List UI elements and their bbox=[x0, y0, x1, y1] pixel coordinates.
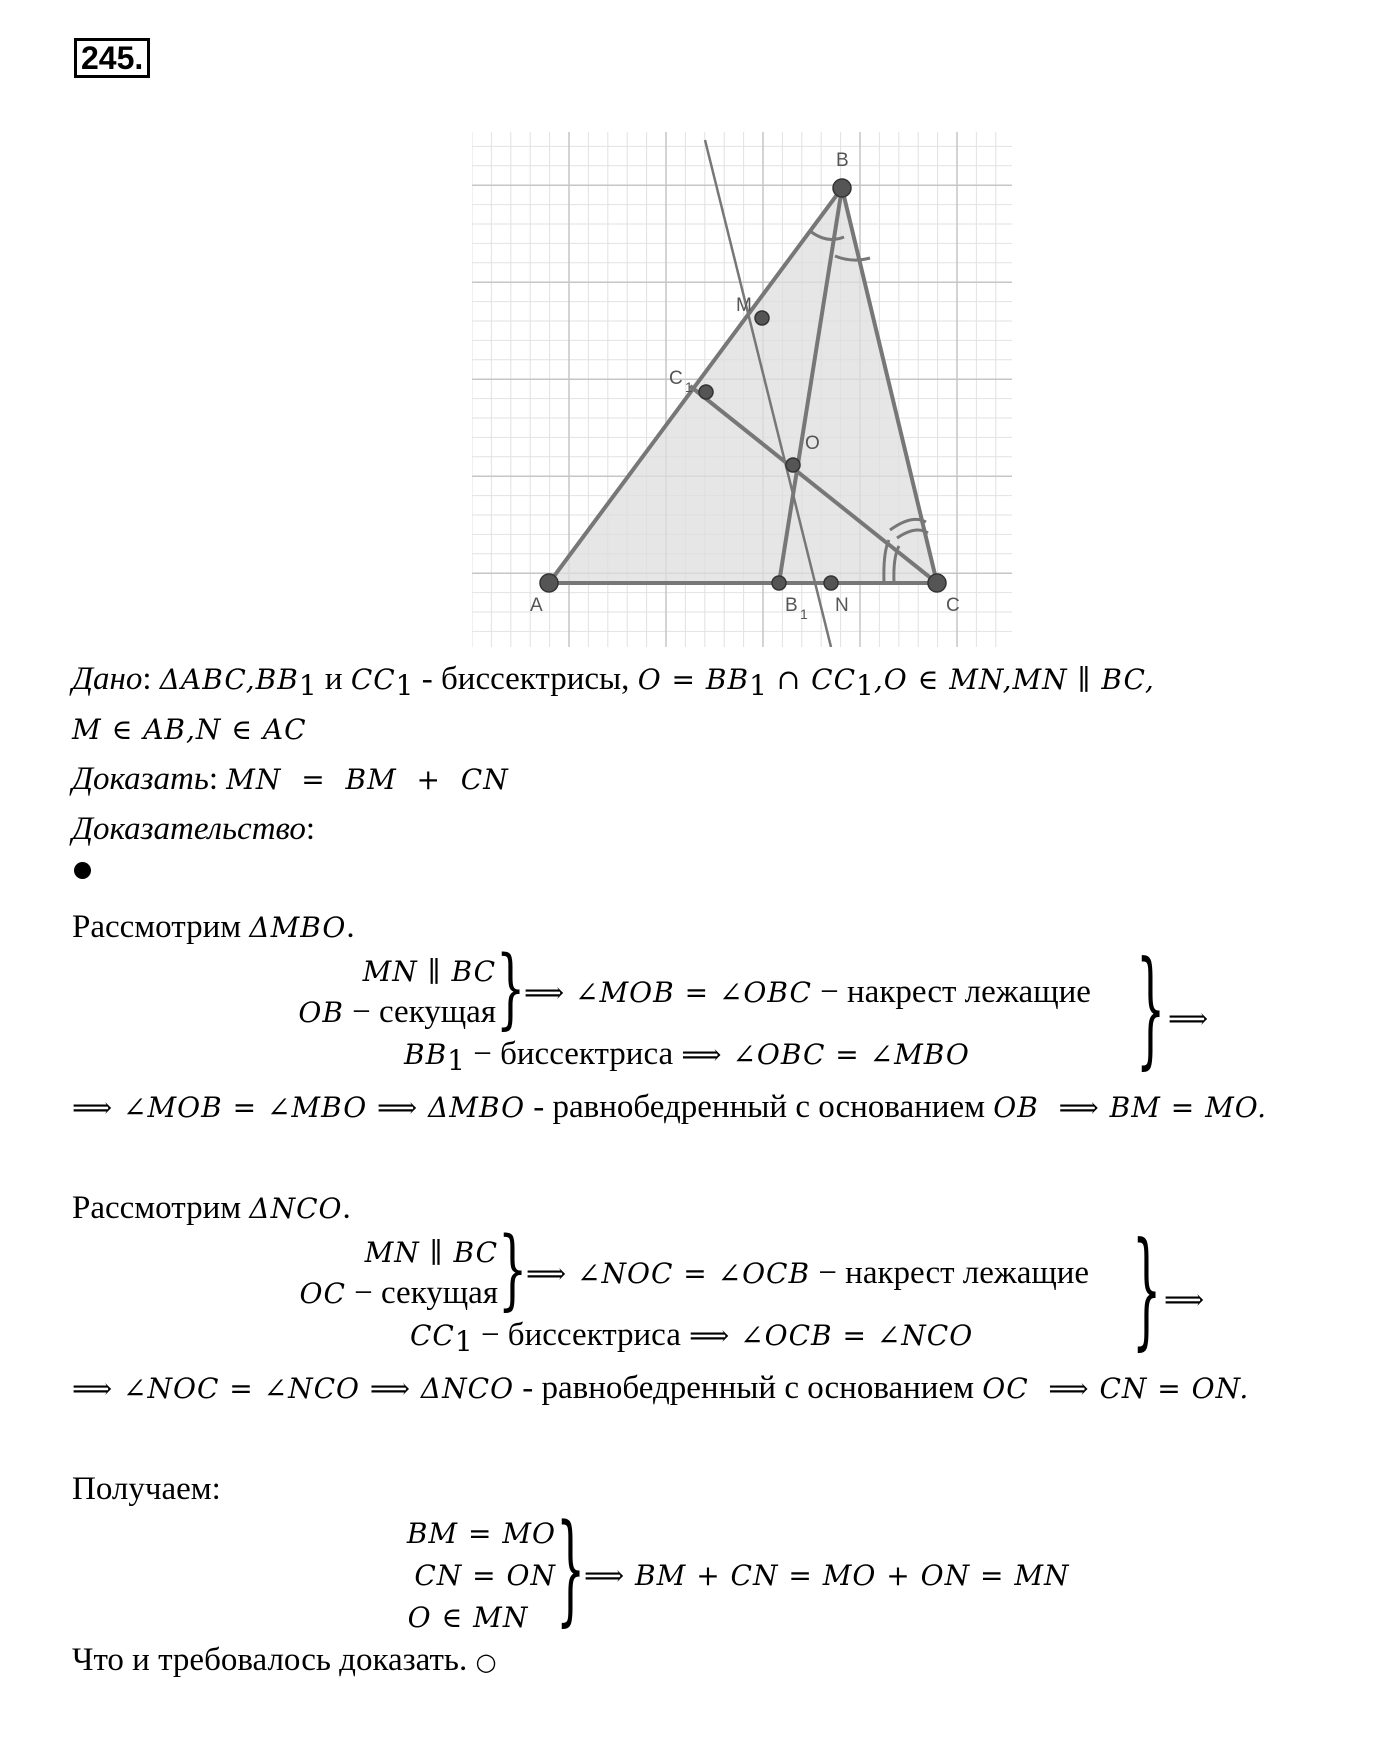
part1-row3: $BB_1$ − биссектриса ⟹ ∠OBC = ∠MBO bbox=[404, 1036, 970, 1077]
part1-intro: Рассмотрим ΔMBO. bbox=[72, 909, 355, 945]
given-line-1: Дано: $\Delta ABC,BB_1$ и $CC_1$ - биссектрисы, $O = BB_1$ ∩ $CC_1,O$ ∈ MN,MN ∥ BC, bbox=[72, 661, 1155, 702]
proof-label: Доказательство bbox=[72, 811, 306, 847]
part2-middle: ⟹ ∠NOC = ∠OCB − накрест лежащие bbox=[526, 1255, 1090, 1291]
part1-inner-brace: } bbox=[496, 936, 526, 1039]
part1-outer-brace: } bbox=[1136, 933, 1166, 1082]
point-a bbox=[540, 574, 558, 592]
problem-number: 245. bbox=[74, 38, 150, 78]
part1-middle: ⟹ ∠MOB = ∠OBC − накрест лежащие bbox=[524, 974, 1091, 1010]
result-row2: CN = ON bbox=[414, 1559, 556, 1592]
label-c: C bbox=[946, 595, 960, 616]
part1-row1: MN ∥ BC bbox=[362, 955, 496, 988]
point-c bbox=[928, 574, 946, 592]
triangle-diagram bbox=[472, 132, 1012, 647]
part2-row3: $CC_1$ − биссектриса ⟹ ∠OCB = ∠NCO bbox=[410, 1317, 974, 1358]
label-c1: C bbox=[669, 368, 683, 389]
part1-arrow: ⟹ bbox=[1168, 1002, 1210, 1035]
proof-heading: Доказательство: bbox=[72, 811, 316, 847]
prove-label: Доказать bbox=[72, 761, 209, 797]
part2-row2: OC − секущая bbox=[299, 1275, 498, 1311]
qed-circle-icon: ○ bbox=[475, 1648, 497, 1676]
label-b: B bbox=[836, 150, 849, 171]
label-b1-sub: 1 bbox=[800, 606, 808, 622]
given-label: Дано bbox=[72, 661, 143, 697]
label-n: N bbox=[835, 595, 849, 616]
bullet-icon bbox=[74, 862, 91, 879]
part2-row1: MN ∥ BC bbox=[364, 1236, 498, 1269]
triangle-figure bbox=[472, 132, 1012, 647]
part1-conclusion: ⟹ ∠MOB = ∠MBO ⟹ ΔMBO - равнобедренный с основанием OB ⟹ BM = MO. bbox=[72, 1089, 1268, 1125]
point-o bbox=[786, 458, 800, 472]
part2-inner-brace: } bbox=[498, 1217, 528, 1320]
label-o: O bbox=[805, 433, 820, 454]
part2-intro: Рассмотрим ΔNCO. bbox=[72, 1190, 351, 1226]
part2-outer-brace: } bbox=[1132, 1214, 1162, 1363]
label-m: M bbox=[736, 295, 752, 316]
part1-row2: OB − секущая bbox=[298, 994, 496, 1030]
label-a: A bbox=[530, 595, 543, 616]
point-c1 bbox=[699, 385, 713, 399]
label-b1: B bbox=[785, 595, 798, 616]
result-row3: O ∈ MN bbox=[407, 1601, 529, 1634]
given-line-2: M ∈ AB,N ∈ AC bbox=[72, 713, 307, 746]
point-b1 bbox=[772, 576, 786, 590]
result-intro: Получаем: bbox=[72, 1471, 221, 1507]
prove-line: Доказать: MN = BM + CN bbox=[72, 761, 509, 797]
result-row1: BM = MO bbox=[406, 1517, 556, 1550]
result-conclusion: ⟹ BM + CN = MO + ON = MN bbox=[584, 1559, 1070, 1592]
result-brace: } bbox=[556, 1497, 586, 1638]
triangle-abc bbox=[549, 188, 937, 583]
point-m bbox=[755, 311, 769, 325]
point-b bbox=[833, 179, 851, 197]
qed-line: Что и требовалось доказать. ○ bbox=[72, 1642, 497, 1678]
point-n bbox=[824, 576, 838, 590]
part2-arrow: ⟹ bbox=[1164, 1283, 1206, 1316]
label-c1-sub: 1 bbox=[685, 379, 693, 395]
part2-conclusion: ⟹ ∠NOC = ∠NCO ⟹ ΔNCO - равнобедренный с основанием OC ⟹ CN = ON. bbox=[72, 1370, 1250, 1406]
